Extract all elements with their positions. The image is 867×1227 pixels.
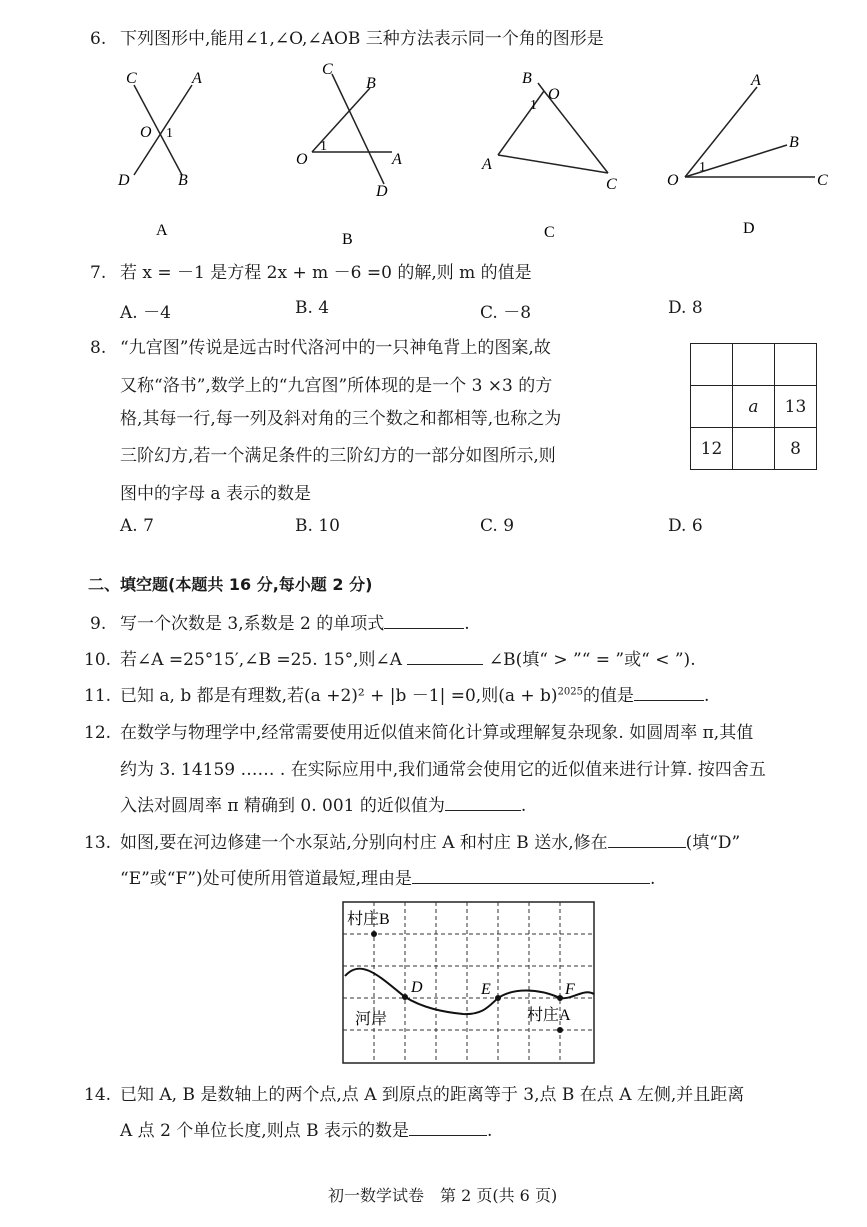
grid-cell xyxy=(733,344,775,386)
grid-row xyxy=(691,428,817,470)
section-title: 二、填空题(本题共 16 分,每小题 2 分) xyxy=(88,575,373,594)
point-f-label: F xyxy=(565,981,575,998)
page-footer: 初一数学试卷 第 2 页(共 6 页) xyxy=(328,1186,558,1205)
figure-6a xyxy=(110,65,210,245)
answer-blank[interactable] xyxy=(407,650,483,665)
point-d-label: D xyxy=(411,979,423,996)
magic-square-grid xyxy=(690,343,817,470)
answer-blank[interactable] xyxy=(445,796,521,811)
question-text: A 点 2 个单位长度,则点 B 表示的数是 xyxy=(120,1121,410,1141)
line-b-o xyxy=(538,83,544,91)
question-8-line-1 xyxy=(90,333,551,358)
question-8-line-2: 又称“洛书”,数学上的“九宫图”所体现的是一个 3 ×3 的方 xyxy=(120,376,553,396)
option-b: B. 4 xyxy=(295,298,330,318)
option-d: D. 6 xyxy=(668,516,703,536)
label-1: 1 xyxy=(166,126,173,141)
figure-6b xyxy=(290,60,410,250)
option-c: C. －8 xyxy=(480,303,532,323)
question-text: 已知 A, B 是数轴上的两个点,点 A 到原点的距离等于 3,点 B 在点 A 左侧,并且距离 xyxy=(120,1085,745,1105)
question-12-line-2: 约为 3. 14159 …… . 在实际应用中,我们通常会使用它的近似值来进行计算. 按四舍五 xyxy=(120,760,766,780)
question-text: 已知 a, b 都是有理数,若(a +2)² + |b －1| =0,则(a + b) xyxy=(120,686,558,706)
grid-cell xyxy=(691,344,733,386)
question-text: “九宫图”传说是远古时代洛河中的一只神龟背上的图案,故 xyxy=(120,338,551,358)
label-1: 1 xyxy=(530,98,537,113)
answer-blank[interactable] xyxy=(412,869,650,884)
answer-blank[interactable] xyxy=(384,614,464,629)
question-text: 如图,要在河边修建一个水泵站,分别向村庄 A 和村庄 B 送水,修在 xyxy=(120,833,608,853)
label-a: A xyxy=(482,156,492,173)
question-12-line-3 xyxy=(120,791,526,816)
question-7 xyxy=(90,258,532,283)
question-number: 13. xyxy=(84,833,112,853)
caption-d: D xyxy=(743,220,755,237)
label-o: O xyxy=(548,86,560,103)
question-number: 11. xyxy=(84,686,112,706)
caption-c: C xyxy=(544,224,555,241)
line-a-c xyxy=(498,155,608,173)
period: . xyxy=(703,686,710,706)
caption-b: B xyxy=(342,231,353,248)
line-o-c xyxy=(544,91,608,173)
question-11 xyxy=(84,681,709,706)
question-text: ∠B(填“ > ”“ = ”或“ < ”). xyxy=(488,650,696,670)
question-number: 14. xyxy=(84,1085,112,1105)
period: . xyxy=(520,796,527,816)
question-number: 12. xyxy=(84,723,112,743)
grid-row xyxy=(691,344,817,386)
figure-6d xyxy=(665,65,840,245)
question-text: 的值是 xyxy=(582,686,634,706)
question-text: 入法对圆周率 π 精确到 0. 001 的近似值为 xyxy=(120,796,445,816)
label-a: A xyxy=(392,151,402,168)
question-12-line-1 xyxy=(84,718,753,743)
question-13-line-2 xyxy=(120,864,655,889)
grid-cell xyxy=(733,428,775,470)
answer-blank[interactable] xyxy=(409,1121,487,1136)
question-13-line-1 xyxy=(84,828,740,853)
label-b: B xyxy=(366,75,376,92)
label-d: D xyxy=(118,172,130,189)
option-d: D. 8 xyxy=(668,298,703,318)
question-10 xyxy=(84,645,696,670)
question-text: (填“D” xyxy=(685,833,741,853)
grid-cell xyxy=(775,344,817,386)
point-d-marker xyxy=(402,994,408,1000)
label-c: C xyxy=(126,70,137,87)
question-number: 8. xyxy=(90,338,107,358)
label-c: C xyxy=(817,172,828,189)
figure-6c xyxy=(478,65,628,250)
question-number: 9. xyxy=(90,614,107,634)
label-a: A xyxy=(751,72,761,89)
line-a-o xyxy=(498,91,544,155)
question-8-line-3: 格,其每一行,每一列及斜对角的三个数之和都相等,也称之为 xyxy=(120,409,562,429)
grid-cell xyxy=(691,386,733,428)
question-9 xyxy=(90,609,470,634)
grid-cell: 8 xyxy=(775,428,817,470)
question-text: 在数学与物理学中,经常需要使用近似值来简化计算或理解复杂现象. 如圆周率 π,其值 xyxy=(120,723,754,743)
label-b: B xyxy=(178,172,188,189)
point-e-label: E xyxy=(481,981,491,998)
exponent: 2025 xyxy=(557,686,583,698)
caption-a: A xyxy=(156,222,168,239)
question-number: 7. xyxy=(90,263,107,283)
period: . xyxy=(650,869,656,889)
question-number: 10. xyxy=(84,650,112,670)
label-b: B xyxy=(789,134,799,151)
line-o-a xyxy=(685,87,757,177)
river-bank-label: 河岸 xyxy=(355,1011,388,1028)
option-a: A. 7 xyxy=(120,516,154,536)
period: . xyxy=(464,614,470,634)
question-number: 6. xyxy=(90,29,107,49)
question-8-line-5: 图中的字母 a 表示的数是 xyxy=(120,484,311,504)
question-text: 写一个次数是 3,系数是 2 的单项式 xyxy=(120,614,385,634)
label-o: O xyxy=(140,124,152,141)
grid-cell: 13 xyxy=(775,386,817,428)
point-e-marker xyxy=(495,995,501,1001)
point-f-marker xyxy=(557,995,563,1001)
option-c: C. 9 xyxy=(480,516,515,536)
village-a-point xyxy=(557,1027,563,1033)
option-b: B. 10 xyxy=(295,516,340,536)
village-a-label: 村庄A xyxy=(527,1007,571,1024)
label-o: O xyxy=(667,172,679,189)
label-d: D xyxy=(376,183,388,200)
label-1: 1 xyxy=(699,160,706,175)
option-a: A. －4 xyxy=(120,303,171,323)
period: . xyxy=(487,1121,493,1141)
question-stem: 若 x = －1 是方程 2x + m －6 =0 的解,则 m 的值是 xyxy=(120,263,532,283)
question-stem: 下列图形中,能用∠1,∠O,∠AOB 三种方法表示同一个角的图形是 xyxy=(120,29,604,49)
question-8-line-4: 三阶幻方,若一个满足条件的三阶幻方的一部分如图所示,则 xyxy=(120,446,556,466)
village-b-label: 村庄B xyxy=(347,911,390,928)
grid-row xyxy=(691,386,817,428)
grid-cell: a xyxy=(733,386,775,428)
label-o: O xyxy=(296,151,308,168)
answer-blank[interactable] xyxy=(634,686,704,701)
grid-cell: 12 xyxy=(691,428,733,470)
question-14-line-1 xyxy=(84,1080,744,1105)
label-c: C xyxy=(606,176,617,193)
question-14-line-2 xyxy=(120,1116,492,1141)
label-a: A xyxy=(192,70,202,87)
label-c: C xyxy=(322,61,333,78)
label-b: B xyxy=(522,70,532,87)
question-text: 若∠A =25°15′,∠B =25. 15°,则∠A xyxy=(120,650,403,670)
question-text: “E”或“F”)处可使所用管道最短,理由是 xyxy=(120,869,413,889)
question-6 xyxy=(90,24,604,49)
answer-blank[interactable] xyxy=(608,833,686,848)
village-b-point xyxy=(371,931,377,937)
label-1: 1 xyxy=(320,139,327,154)
river-village-figure xyxy=(343,902,594,1063)
line-c-d xyxy=(332,74,384,184)
